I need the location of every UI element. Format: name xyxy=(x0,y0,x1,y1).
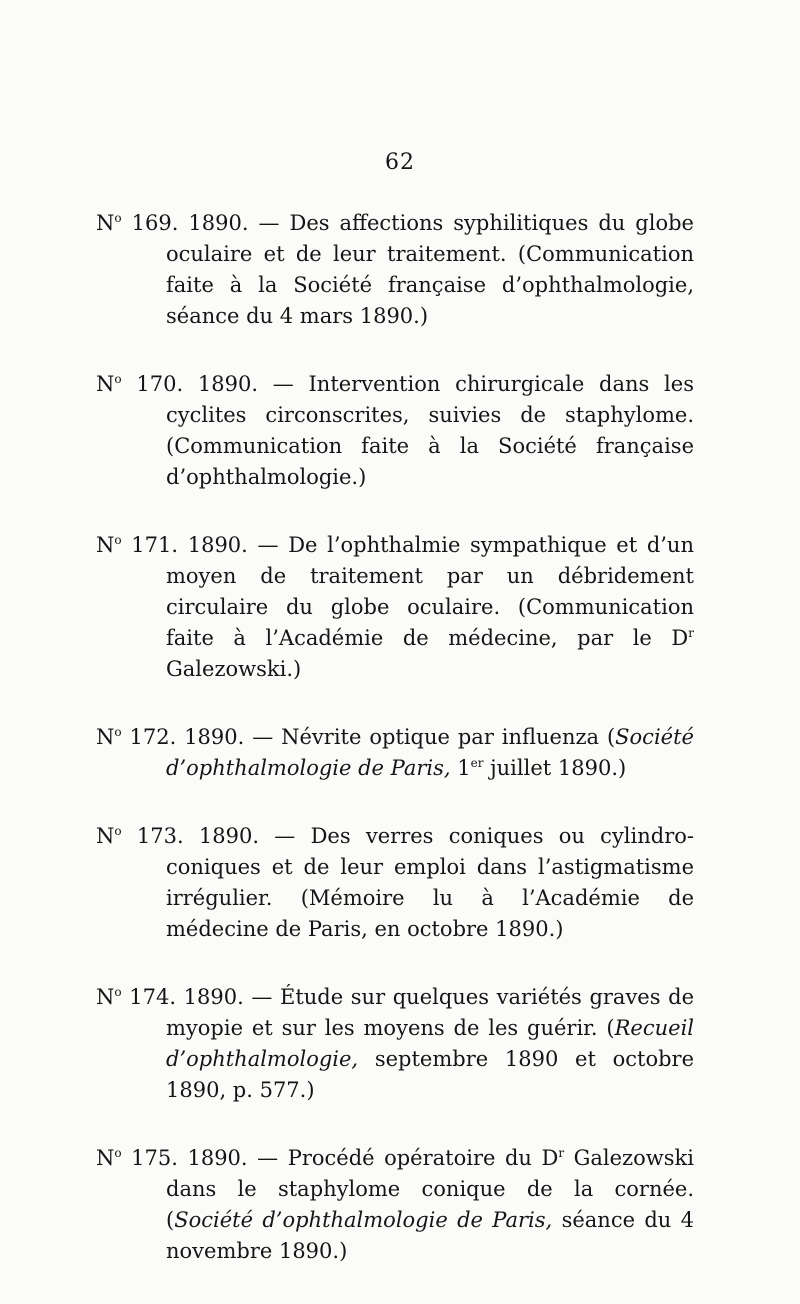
entry-171 xyxy=(96,530,694,685)
entry-172 xyxy=(96,722,694,784)
entry-text: Des verres coniques ou cylindro-coniques et de leur emploi dans l’astigmatisme irrégulier. (Mémoire lu à l’Académie de médecine de Paris, en octobre 1890.) xyxy=(166,824,694,941)
entry-text: Des affections syphilitiques du globe oculaire et de leur traitement. (Communication faite à la Société française d’ophthalmologie, séance du 4 mars 1890.) xyxy=(166,211,694,328)
entry-label: $N^o$ 170. 1890. — xyxy=(96,372,294,396)
entry-170 xyxy=(96,369,694,493)
entry-label: $N^o$ 171. 1890. — xyxy=(96,533,279,557)
entry-label: $N^o$ 172. 1890. — xyxy=(96,725,274,749)
entry-label: $N^o$ 175. 1890. — xyxy=(96,1146,279,1170)
entry-173 xyxy=(96,821,694,945)
entry-text: Étude sur quelques variétés graves de myopie et sur les moyens de les guérir. (Recueil d’ophthalmologie, septembre 1890 et octobre 1890, p. 577.) xyxy=(166,985,694,1102)
entry-text: De l’ophthalmie sympathique et d’un moyen de traitement par un débridement circulaire du globe oculaire. (Communication faite à l’Académie de médecine, par le $D^r$ Galezowski.) xyxy=(166,533,694,681)
entry-list xyxy=(96,208,694,1304)
page-number: 62 xyxy=(385,150,415,175)
entry-label: $N^o$ 173. 1890. — xyxy=(96,824,296,848)
entry-label: $N^o$ 169. 1890. — xyxy=(96,211,280,235)
entry-label: $N^o$ 174. 1890. — xyxy=(96,985,273,1009)
entry-169 xyxy=(96,208,694,332)
entry-175 xyxy=(96,1143,694,1267)
entry-text: Procédé opératoire du $D^r$ Galezowski dans le staphylome conique de la cornée. (Société d’ophthalmologie de Paris, séance du 4 novembre 1890.) xyxy=(166,1146,695,1263)
entry-174 xyxy=(96,982,694,1106)
entry-text: Névrite optique par influenza (Société d’ophthalmologie de Paris, 1er juillet 1890.) xyxy=(166,725,694,780)
entry-text: Intervention chirurgicale dans les cyclites circonscrites, suivies de staphylome. (Communication faite à la Société française d’ophthalmologie.) xyxy=(166,372,694,489)
